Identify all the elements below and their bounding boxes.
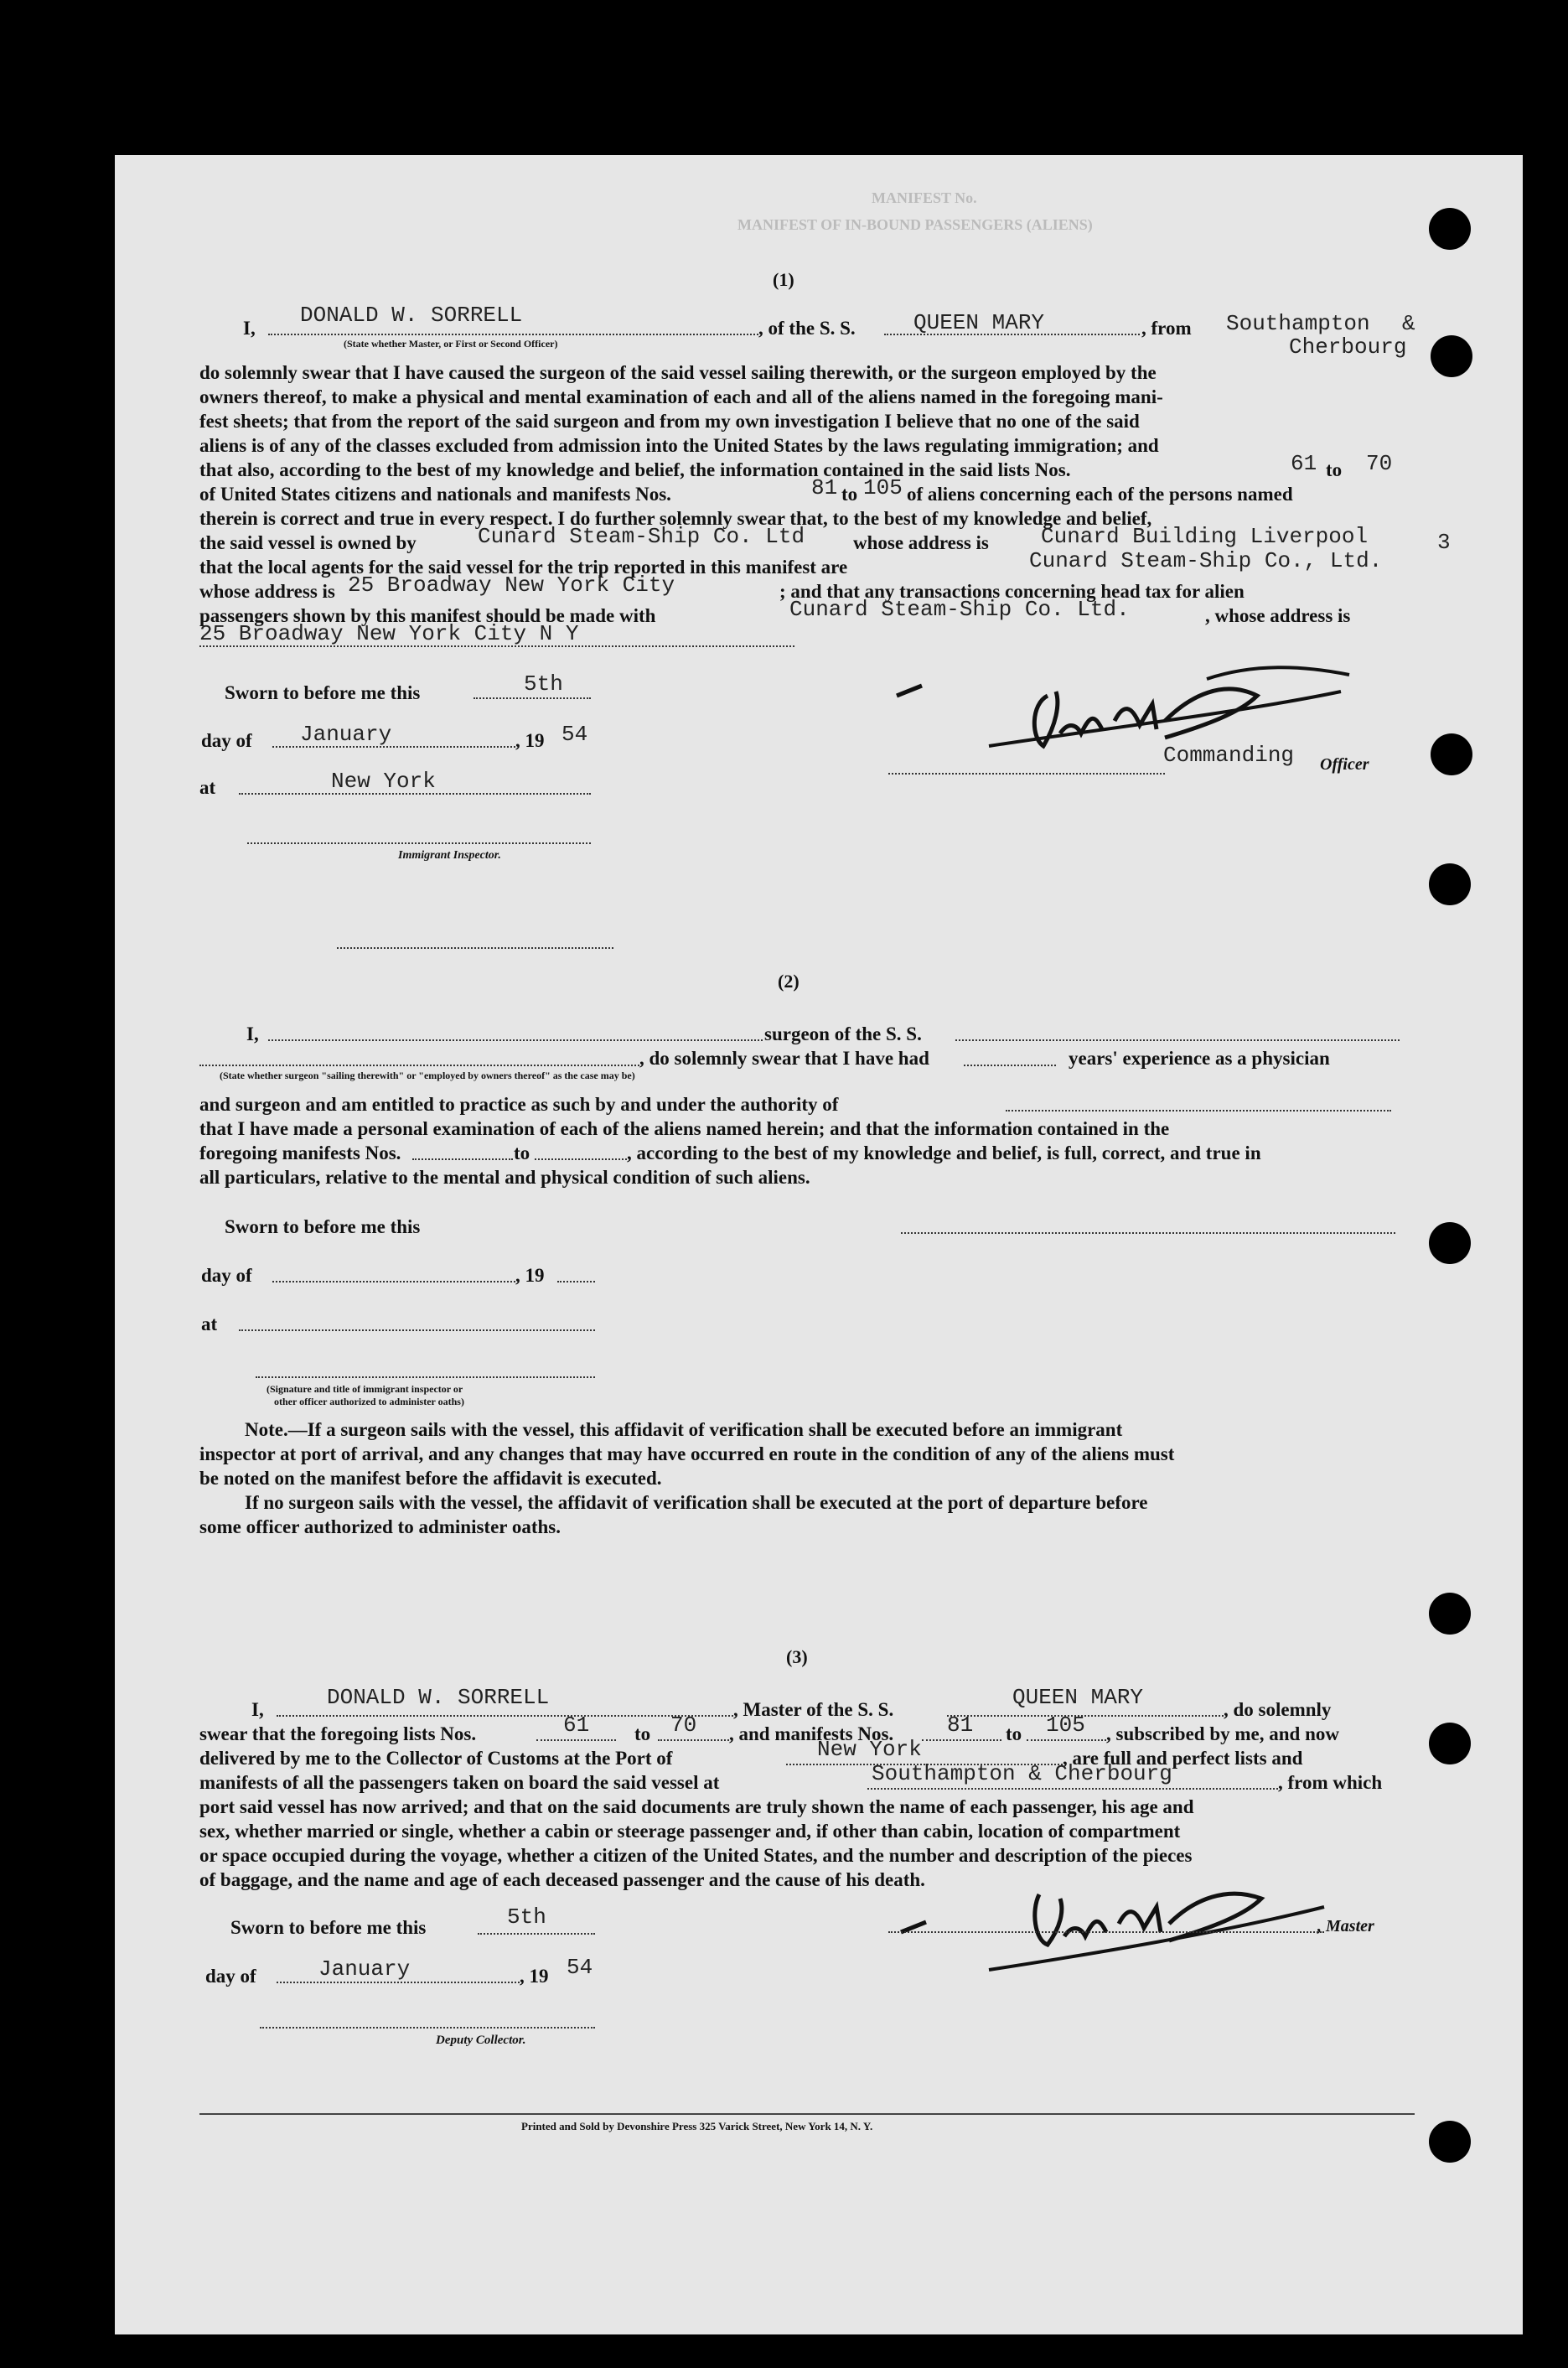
label: to [1326, 459, 1343, 480]
fill-line [474, 697, 591, 699]
label: swear that the foregoing lists Nos. [199, 1723, 477, 1744]
label: day of [201, 730, 252, 751]
label: to [1006, 1723, 1022, 1744]
fill-line [867, 1788, 1278, 1790]
fill-line [239, 1329, 595, 1331]
fill-line [947, 1715, 1224, 1717]
note-text: some officer authorized to administer oaths. [199, 1516, 561, 1537]
label: at [199, 777, 216, 798]
inspector-caption: Immigrant Inspector. [398, 849, 501, 862]
text-line: that the local agents for the said vessel for the trip reported in this manifest are [199, 557, 848, 578]
label: I, [251, 1699, 264, 1720]
fill-line [277, 1982, 520, 1983]
punch-hole [1429, 208, 1471, 250]
text-line: that also, according to the best of my knowledge and belief, the information contained in the said lists Nos. [199, 459, 1071, 480]
lists-to-field: 70 [670, 1713, 697, 1738]
year-field: 54 [561, 722, 588, 747]
fill-line [884, 334, 1140, 335]
lists-to-field: 70 [1366, 451, 1393, 476]
punch-hole [1429, 863, 1471, 905]
punch-hole [1429, 1593, 1471, 1635]
punch-hole [1431, 733, 1472, 775]
fill-line [1027, 1739, 1106, 1741]
text-line: years' experience as a physician [1069, 1048, 1330, 1069]
text-line: do solemnly swear that I have caused the surgeon of the said vessel sailing therewith, or the surgeon employed by the [199, 362, 1157, 383]
fill-line [272, 1281, 515, 1282]
fill-line [1006, 1110, 1391, 1111]
fill-line [901, 1232, 1395, 1234]
fill-line [268, 334, 758, 335]
port-from-field: Cherbourg [1289, 334, 1407, 360]
label: whose address is [199, 581, 335, 602]
master-name-field: DONALD W. SORRELL [327, 1685, 550, 1710]
owner-field: Cunard Steam-Ship Co. Ltd [478, 524, 805, 549]
punch-hole [1429, 1723, 1471, 1764]
collector-caption: Deputy Collector. [436, 2034, 526, 2047]
sworn-day-field: 5th [524, 671, 563, 697]
fill-line [412, 1158, 513, 1160]
label: , from [1141, 318, 1192, 339]
month-field: January [300, 722, 392, 747]
fill-line [888, 1931, 1324, 1933]
label: , Master of the S. S. [733, 1699, 894, 1720]
manifests-to-field: 105 [1046, 1713, 1085, 1738]
text-line: , do solemnly swear that I have had [639, 1048, 929, 1069]
text-line: port said vessel has now arrived; and that on the said documents are truly shown the name of each passenger, his age and [199, 1796, 1194, 1817]
lists-from-field: 61 [563, 1713, 590, 1738]
embark-field: Southampton & Cherbourg [872, 1761, 1172, 1786]
punch-hole [1431, 335, 1472, 377]
fill-line [536, 1739, 616, 1741]
note: other officer authorized to administer oaths) [274, 1396, 464, 1407]
text-line: owners thereof, to make a physical and mental examination of each and all of the aliens named in the foregoing mani- [199, 386, 1163, 407]
margin-number: 3 [1437, 530, 1451, 555]
label: , 19 [515, 730, 545, 751]
label: Sworn to before me this [225, 1216, 421, 1237]
head-tax-agent-field: Cunard Steam-Ship Co. Ltd. [789, 597, 1130, 622]
fill-line [239, 793, 591, 795]
label: surgeon of the S. S. [764, 1023, 922, 1044]
fill-line [922, 1739, 1001, 1741]
note: (State whether Master, or First or Second Officer) [344, 338, 558, 350]
fill-line [199, 1065, 639, 1066]
text-line: of baggage, and the name and age of each deceased passenger and the cause of his death. [199, 1869, 925, 1890]
port-field: New York [817, 1737, 922, 1762]
fill-line [658, 1739, 729, 1741]
lists-from-field: 61 [1291, 451, 1317, 476]
manifests-from-field: 81 [811, 475, 838, 500]
master-signature [888, 645, 1391, 774]
label: to [841, 484, 858, 505]
fill-line [277, 1715, 733, 1717]
note-text: Note.—If a surgeon sails with the vessel, this affidavit of verification shall be executed before an immigrant [245, 1419, 1123, 1440]
agents-field: Cunard Steam-Ship Co., Ltd. [1029, 548, 1383, 573]
punch-hole [1429, 2121, 1471, 2163]
fill-line [199, 645, 794, 647]
text-line: aliens is of any of the classes excluded from admission into the United States by the laws regulating immigration; and [199, 435, 1159, 456]
fill-line [478, 1933, 595, 1935]
text-line: of United States citizens and nationals and manifests Nos. [199, 484, 671, 505]
section-number: (2) [778, 971, 800, 992]
label: day of [201, 1265, 252, 1286]
agent-address-field: 25 Broadway New York City [348, 573, 675, 598]
fill-line [256, 1376, 595, 1378]
place-field: New York [331, 769, 436, 794]
label: day of [205, 1966, 256, 1987]
label: Sworn to before me this [230, 1917, 427, 1938]
sworn-day-field: 5th [507, 1904, 546, 1930]
label: to [634, 1723, 651, 1744]
year-field: 54 [567, 1955, 593, 1980]
label: delivered by me to the Collector of Customs at the Port of [199, 1748, 673, 1769]
manifests-from-field: 81 [947, 1713, 974, 1738]
label: , are full and perfect lists and [1063, 1748, 1303, 1769]
port-from-field: & [1402, 311, 1415, 336]
text-line: therein is correct and true in every respect. I do further solemnly swear that, to the best of my knowledge and belief, [199, 508, 1152, 529]
fill-line [888, 773, 1165, 775]
fill-line [955, 1039, 1400, 1041]
text-line: or space occupied during the voyage, whether a citizen of the United States, and the number and description of the pieces [199, 1845, 1193, 1866]
text-line: , according to the best of my knowledge and belief, is full, correct, and true in [627, 1143, 1261, 1163]
text-line: the said vessel is owned by [199, 532, 417, 553]
label: at [201, 1314, 218, 1334]
section-number: (1) [773, 269, 794, 290]
punch-hole [1429, 1222, 1471, 1264]
label: I, [243, 318, 256, 339]
label: , and manifests Nos. [729, 1723, 894, 1744]
fill-line [268, 1039, 763, 1041]
master-signature [888, 1865, 1358, 1982]
text-line: ; and that any transactions concerning head tax for alien [779, 581, 1245, 602]
note: (Signature and title of immigrant inspector or [267, 1383, 463, 1395]
text-line: fest sheets; that from the report of the said surgeon and from my own investigation I believe that no one of the said [199, 411, 1140, 432]
label: manifests of all the passengers taken on board the said vessel at [199, 1772, 720, 1793]
label: to [514, 1143, 530, 1163]
section-number: (3) [786, 1646, 808, 1667]
bleed-through-header: MANIFEST No. [872, 189, 977, 206]
note-text: be noted on the manifest before the affidavit is executed. [199, 1468, 662, 1489]
fill-line [337, 947, 613, 949]
label: I, [246, 1023, 259, 1044]
label: whose address is [853, 532, 989, 553]
label: , do solemnly [1224, 1699, 1332, 1720]
note-text: If no surgeon sails with the vessel, the affidavit of verification shall be executed at the port of departure before [245, 1492, 1148, 1513]
label: , 19 [520, 1966, 549, 1987]
text-line: passengers shown by this manifest should be made with [199, 605, 656, 626]
ship-name-field: QUEEN MARY [1012, 1685, 1144, 1710]
master-name-field: DONALD W. SORRELL [300, 303, 523, 328]
manifests-to-field: 105 [863, 475, 903, 500]
fill-line [247, 842, 591, 844]
label: , 19 [515, 1265, 545, 1286]
fill-line [964, 1065, 1056, 1066]
month-field: January [318, 1956, 411, 1982]
fill-line [272, 746, 515, 748]
bleed-through-header: MANIFEST OF IN-BOUND PASSENGERS (ALIENS) [737, 216, 1093, 233]
label: foregoing manifests Nos. [199, 1143, 401, 1163]
footer-rule [199, 2113, 1415, 2115]
officer-caption: Officer [1320, 755, 1369, 774]
owner-address-field: Cunard Building Liverpool [1041, 524, 1369, 549]
head-tax-address-field: 25 Broadway New York City N Y [199, 621, 579, 646]
note: (State whether surgeon "sailing therewith" or "employed by owners thereof" as the case may be) [220, 1070, 635, 1081]
port-from-field: Southampton [1226, 311, 1370, 336]
text-line: sex, whether married or single, whether a cabin or steerage passenger and, if other than cabin, location of compartment [199, 1821, 1181, 1842]
label: , from which [1278, 1772, 1383, 1793]
note-text: inspector at port of arrival, and any changes that may have occurred en route in the condition of any of the aliens must [199, 1443, 1175, 1464]
label: , whose address is [1205, 605, 1351, 626]
text-line: and surgeon and am entitled to practice as such by and under the authority of [199, 1094, 839, 1115]
text-line: of aliens concerning each of the persons named [907, 484, 1293, 505]
fill-line [260, 2027, 595, 2029]
printer-imprint: Printed and Sold by Devonshire Press 325 Varick Street, New York 14, N. Y. [521, 2120, 873, 2132]
commanding-field: Commanding [1163, 743, 1295, 768]
label: , subscribed by me, and now [1106, 1723, 1339, 1744]
label: , of the S. S. [758, 318, 856, 339]
fill-line [535, 1158, 627, 1160]
text-line: that I have made a personal examination of each of the aliens named herein; and that the information contained in the [199, 1118, 1170, 1139]
fill-line [557, 1281, 595, 1282]
master-caption: , Master [1317, 1917, 1374, 1935]
text-line: all particulars, relative to the mental and physical condition of such aliens. [199, 1167, 810, 1188]
ship-name-field: QUEEN MARY [913, 310, 1045, 335]
label: Sworn to before me this [225, 682, 421, 703]
